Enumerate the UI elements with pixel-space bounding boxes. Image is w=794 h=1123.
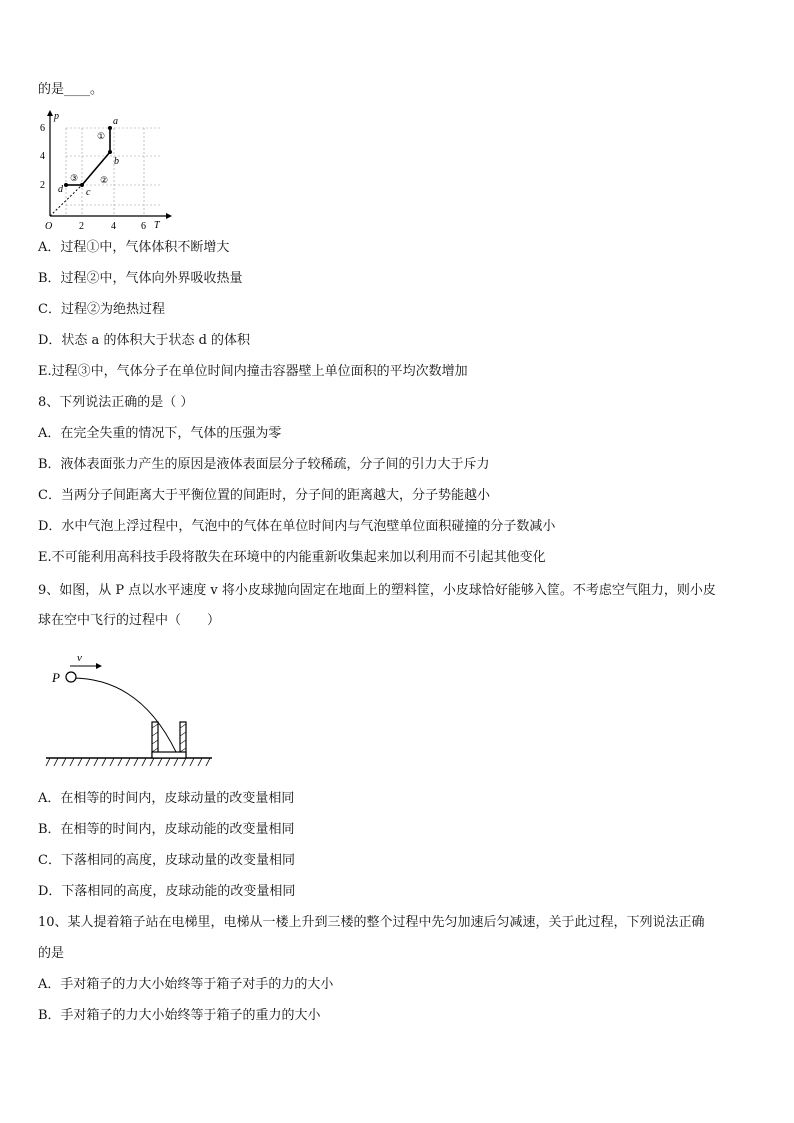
- q9-option-a: A．在相等的时间内，皮球动量的改变量相同: [38, 791, 295, 806]
- point-a-label: a: [113, 116, 118, 127]
- process-1-label: ①: [97, 132, 106, 142]
- point-c: [80, 183, 84, 187]
- q9-stem-line2: 球在空中飞行的过程中（ ）: [38, 613, 221, 628]
- point-a: [108, 126, 112, 130]
- q9-option-c: C．下落相同的高度，皮球动量的改变量相同: [38, 853, 295, 868]
- q8-stem: 8、下列说法正确的是（ ）: [38, 395, 194, 410]
- q9-stem-line1: 9、如图，从 P 点以水平速度 v 将小皮球抛向固定在地面上的塑料筐，小皮球恰好能够入筐。不考虑空气阻力，则小皮: [38, 583, 716, 598]
- p-axis-label: p: [54, 111, 59, 122]
- x-tick-6: 6: [141, 221, 146, 232]
- t-axis-label: T: [154, 220, 160, 231]
- q7-stem-tail: 的是____。: [38, 82, 104, 97]
- q7-option-c: C．过程②为绝热过程: [38, 302, 165, 317]
- q10-option-a: A．手对箱子的力大小始终等于箱子对手的力的大小: [38, 977, 334, 992]
- q7-option-e: E.过程③中，气体分子在单位时间内撞击容器壁上单位面积的平均次数增加: [38, 364, 468, 379]
- point-c-label: c: [86, 187, 91, 198]
- q7-option-b: B．过程②中，气体向外界吸收热量: [38, 271, 243, 286]
- ball: [66, 672, 76, 682]
- point-b-label: b: [114, 156, 119, 167]
- point-p-label: P: [52, 670, 60, 685]
- p-t-graph: [36, 108, 176, 232]
- point-d-label: d: [58, 184, 63, 195]
- y-tick-4: 4: [40, 151, 45, 162]
- q8-option-b: B．液体表面张力产生的原因是液体表面层分子较稀疏，分子间的引力大于斥力: [38, 457, 490, 472]
- q8-option-a: A．在完全失重的情况下，气体的压强为零: [38, 426, 282, 441]
- q8-option-e: E.不可能利用高科技手段将散失在环境中的内能重新收集起来加以利用而不引起其他变化: [38, 550, 546, 565]
- q7-option-d: D．状态 a 的体积大于状态 d 的体积: [38, 333, 251, 348]
- q9-option-d: D．下落相同的高度，皮球动能的改变量相同: [38, 884, 296, 899]
- q10-stem-line2: 的是: [38, 946, 65, 961]
- q7-option-a: A．过程①中，气体体积不断增大: [38, 240, 230, 255]
- x-tick-2: 2: [79, 221, 84, 232]
- trajectory-curve: [72, 678, 176, 752]
- q10-stem-line1: 10、某人提着箱子站在电梯里，电梯从一楼上升到三楼的整个过程中先匀加速后匀减速，关于此过程，下列说法正确: [38, 915, 705, 930]
- q9-option-b: B．在相等的时间内，皮球动能的改变量相同: [38, 822, 295, 837]
- velocity-label: v: [77, 652, 82, 664]
- process-2-label: ②: [100, 176, 109, 186]
- projectile-figure: [44, 648, 216, 772]
- x-tick-4: 4: [111, 221, 116, 232]
- point-d: [64, 183, 68, 187]
- y-tick-2: 2: [40, 180, 45, 191]
- process-3-label: ③: [70, 174, 79, 184]
- origin-label: O: [45, 221, 53, 232]
- q8-option-d: D．水中气泡上浮过程中，气泡中的气体在单位时间内与气泡壁单位面积碰撞的分子数减小: [38, 519, 556, 534]
- q8-option-c: C．当两分子间距离大于平衡位置的间距时，分子间的距离越大，分子势能越小: [38, 488, 490, 503]
- y-tick-6: 6: [40, 123, 45, 134]
- point-b: [108, 150, 112, 154]
- q10-option-b: B．手对箱子的力大小始终等于箱子的重力的大小: [38, 1008, 321, 1023]
